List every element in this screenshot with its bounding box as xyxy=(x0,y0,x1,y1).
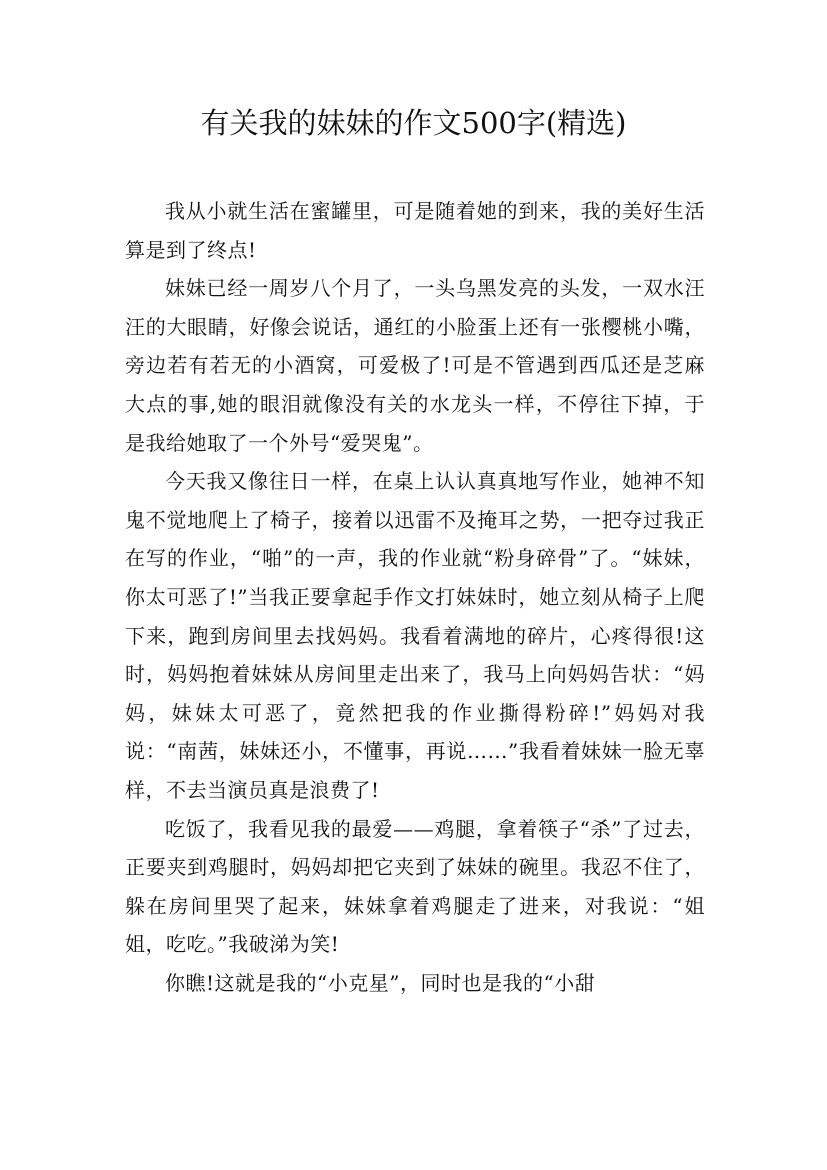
document-body xyxy=(125,192,705,1002)
paragraph-2: 妹妹已经一周岁八个月了，一头乌黑发亮的头发，一双水汪汪的大眼睛，好像会说话，通红的小脸蛋上还有一张樱桃小嘴，旁边若有若无的小酒窝，可爱极了!可是不管遇到西瓜还是芝麻大点的事,她的眼泪就像没有关的水龙头一样，不停往下掉，于是我给她取了一个外号“爱哭鬼”。 xyxy=(125,276,705,455)
paragraph-4: 吃饭了，我看见我的最爱——鸡腿，拿着筷子“杀”了过去，正要夹到鸡腿时，妈妈却把它夹到了妹妹的碗里。我忍不住了，躲在房间里哭了起来，妹妹拿着鸡腿走了进来，对我说：“姐姐，吃吃。”我破涕为笑! xyxy=(125,816,705,957)
paragraph-3: 今天我又像往日一样，在桌上认认真真地写作业，她神不知鬼不觉地爬上了椅子，接着以迅雷不及掩耳之势，一把夺过我正在写的作业，“啪”的一声，我的作业就“粉身碎骨”了。“妹妹，你太可恶了!”当我正要拿起手作文打妹妹时，她立刻从椅子上爬下来，跑到房间里去找妈妈。我看着满地的碎片，心疼得很!这时，妈妈抱着妹妹从房间里走出来了，我马上向妈妈告状：“妈妈，妹妹太可恶了，竟然把我的作业撕得粉碎!”妈妈对我说：“南茜，妹妹还小，不懂事，再说……”我看着妹妹一脸无辜样，不去当演员真是浪费了! xyxy=(125,469,705,802)
document-title: 有关我的妹妹的作文500字(精选) xyxy=(200,106,627,140)
paragraph-1: 我从小就生活在蜜罐里，可是随着她的到来，我的美好生活算是到了终点! xyxy=(125,199,705,262)
paragraph-5: 你瞧!这就是我的“小克星”，同时也是我的“小甜 xyxy=(165,970,596,995)
